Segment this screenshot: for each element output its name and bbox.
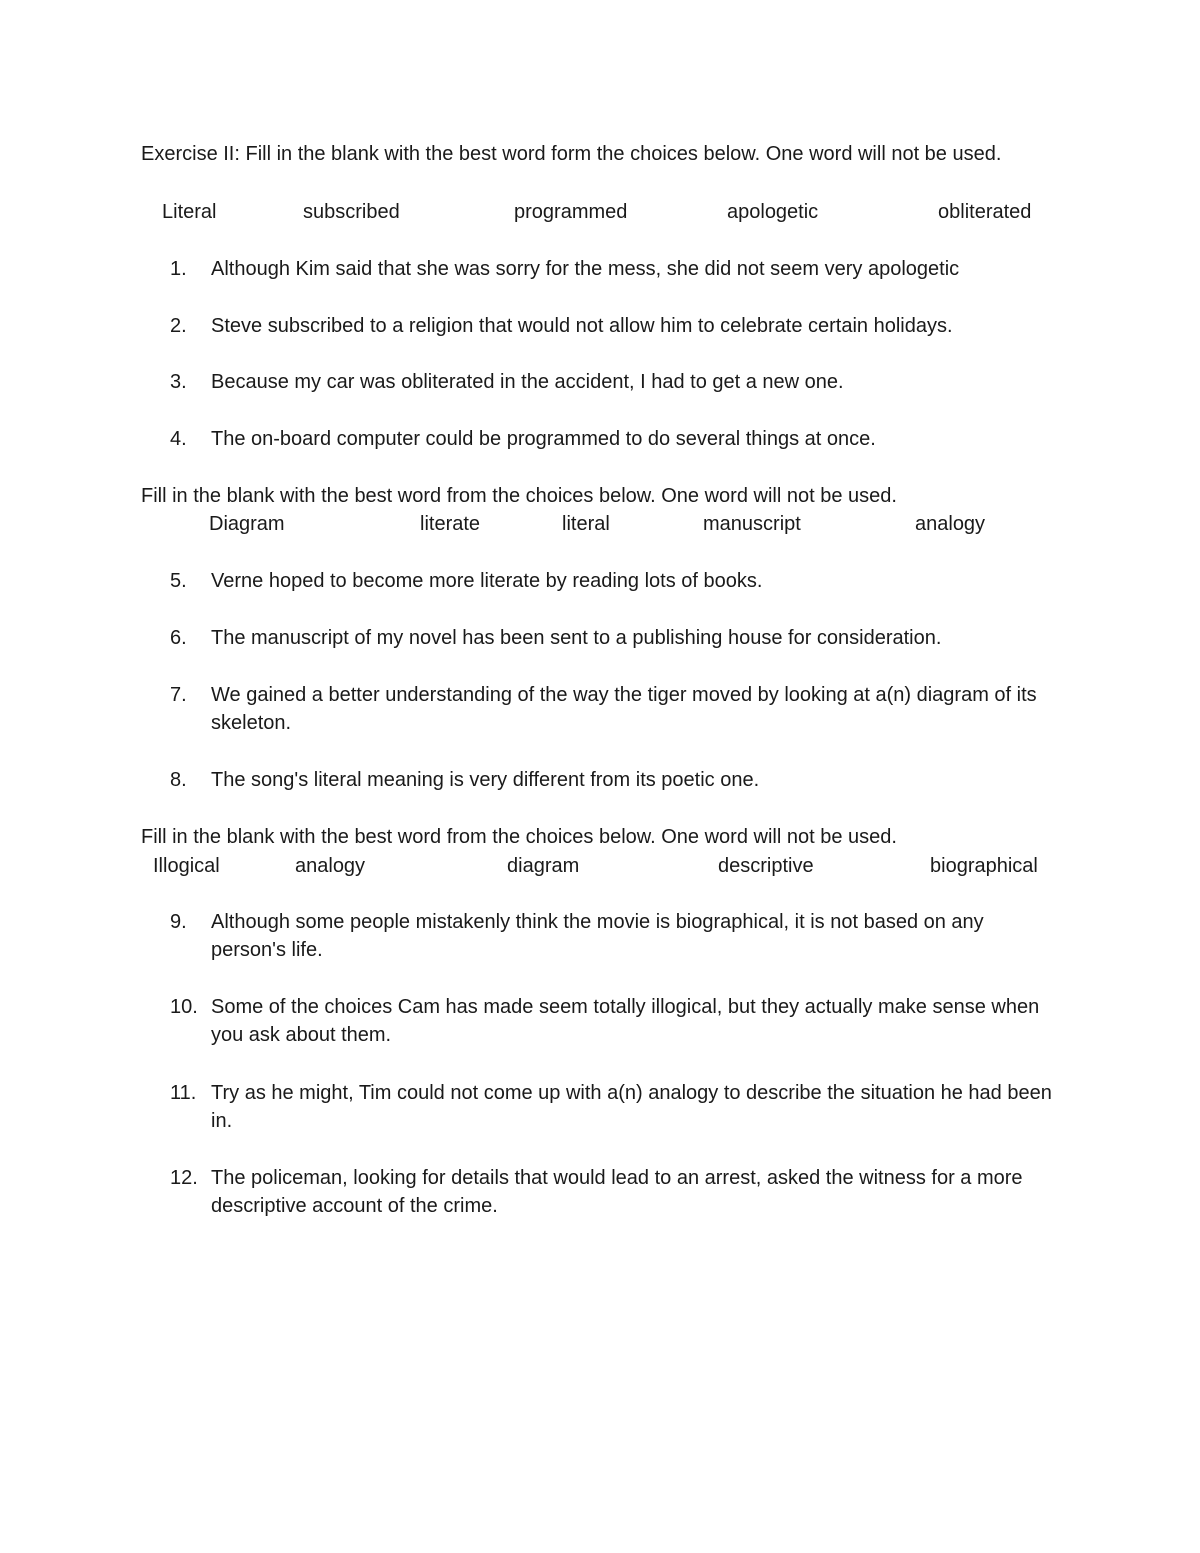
word-bank-item: apologetic — [727, 201, 819, 223]
word-bank-item: diagram — [507, 855, 580, 877]
exercise-item — [170, 993, 1070, 1049]
item-text: Steve subscribed to a religion that would not allow him to celebrate certain holidays. — [211, 315, 953, 337]
exercise-item — [170, 312, 1070, 340]
exercise-item — [170, 1164, 1070, 1220]
word-bank-item: Literal — [162, 201, 217, 223]
item-number: 3. — [170, 371, 187, 393]
word-bank-item: analogy — [915, 513, 986, 535]
exercise-item — [170, 368, 1070, 396]
exercise-item — [170, 766, 1070, 794]
item-number: 2. — [170, 315, 187, 337]
section3-word-bank — [0, 852, 1200, 880]
item-text: Verne hoped to become more literate by reading lots of books. — [211, 570, 763, 592]
item-text: Although some people mistakenly think the movie is biographical, it is not based on any person's life. — [211, 911, 984, 961]
item-text: Try as he might, Tim could not come up with a(n) analogy to describe the situation he had been in. — [211, 1082, 1052, 1132]
word-bank-item: programmed — [514, 201, 628, 223]
word-bank-item: subscribed — [303, 201, 400, 223]
item-number: 4. — [170, 428, 187, 450]
section3-instructions: Fill in the blank with the best word from the choices below. One word will not be used. — [141, 826, 897, 848]
exercise-item — [170, 567, 1070, 595]
item-number: 7. — [170, 684, 187, 706]
word-bank-item: literal — [562, 513, 610, 535]
item-number: 10. — [170, 996, 198, 1018]
word-bank-item: obliterated — [938, 201, 1032, 223]
exercise-item — [170, 908, 1070, 964]
item-text: Some of the choices Cam has made seem totally illogical, but they actually make sense when you ask about them. — [211, 996, 1040, 1046]
section1-word-bank — [0, 198, 1200, 226]
item-text: The manuscript of my novel has been sent to a publishing house for consideration. — [211, 627, 942, 649]
word-bank-item: biographical — [930, 855, 1038, 877]
exercise-item — [170, 624, 1070, 652]
item-text: The song's literal meaning is very different from its poetic one. — [211, 769, 760, 791]
exercise-item — [170, 255, 1070, 283]
item-number: 5. — [170, 570, 187, 592]
word-bank-item: descriptive — [718, 855, 814, 877]
word-bank-item: Diagram — [209, 513, 285, 535]
section2-instructions: Fill in the blank with the best word from the choices below. One word will not be used. — [141, 485, 897, 507]
item-number: 9. — [170, 911, 187, 933]
item-text: Because my car was obliterated in the accident, I had to get a new one. — [211, 371, 844, 393]
item-number: 1. — [170, 258, 187, 280]
exercise-item — [170, 425, 1070, 453]
item-text: We gained a better understanding of the way the tiger moved by looking at a(n) diagram of its skeleton. — [211, 684, 1037, 734]
word-bank-item: analogy — [295, 855, 366, 877]
item-number: 12. — [170, 1167, 198, 1189]
item-text: Although Kim said that she was sorry for the mess, she did not seem very apologetic — [211, 258, 960, 280]
item-number: 11. — [170, 1082, 197, 1104]
word-bank-item: literate — [420, 513, 481, 535]
section2-word-bank — [0, 510, 1200, 538]
exercise-item — [170, 681, 1070, 737]
item-number: 6. — [170, 627, 187, 649]
exercise-item — [170, 1079, 1070, 1135]
word-bank-item: Illogical — [153, 855, 220, 877]
section1-instructions: Exercise II: Fill in the blank with the best word form the choices below. One word will not be used. — [141, 143, 1002, 165]
item-text: The on-board computer could be programmed to do several things at once. — [211, 428, 876, 450]
item-text: The policeman, looking for details that would lead to an arrest, asked the witness for a more descriptive account of the crime. — [211, 1167, 1023, 1217]
item-number: 8. — [170, 769, 187, 791]
word-bank-item: manuscript — [703, 513, 801, 535]
